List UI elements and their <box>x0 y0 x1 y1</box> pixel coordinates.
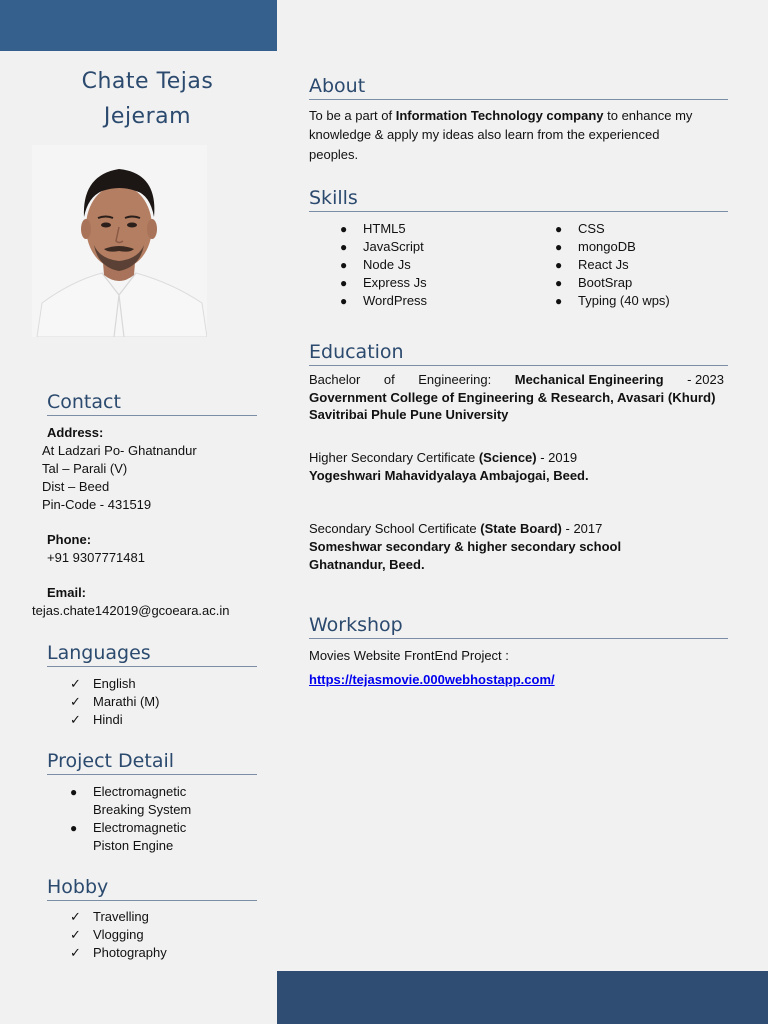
bullet-icon: ● <box>555 276 563 290</box>
email-address: tejas.chate142019@gcoeara.ac.in <box>32 603 230 618</box>
check-icon: ✓ <box>70 945 81 960</box>
skill-label: BootSrap <box>578 275 633 290</box>
profile-photo <box>32 145 207 337</box>
degree-word: of <box>383 372 395 387</box>
degree-word: Engineering: <box>418 372 492 387</box>
check-icon: ✓ <box>70 694 81 709</box>
about-post: to enhance my <box>603 108 693 123</box>
list-item <box>340 256 427 274</box>
skills-heading <box>309 186 728 212</box>
languages-heading <box>47 641 257 667</box>
hobby-label: Photography <box>93 945 167 960</box>
about-title: About <box>309 75 366 97</box>
contact-heading <box>47 390 257 416</box>
about-text-line: knowledge & apply my ideas also learn from the experienced <box>309 127 660 142</box>
bullet-icon: ● <box>70 785 78 799</box>
bullet-icon: ● <box>340 258 348 272</box>
list-item <box>340 292 427 310</box>
project-line: Electromagnetic <box>93 784 187 799</box>
college-name: Government College of Engineering & Research, Avasari (Khurd) <box>309 390 716 405</box>
bullet-icon: ● <box>340 222 348 236</box>
hobby-heading <box>47 875 257 901</box>
list-item <box>70 908 167 926</box>
list-item <box>340 238 427 256</box>
address-label: Address: <box>47 425 104 440</box>
degree-branch: Mechanical Engineering <box>514 372 664 387</box>
skill-label: CSS <box>578 221 605 236</box>
languages-title: Languages <box>47 642 151 664</box>
list-item <box>555 292 670 310</box>
bullet-icon: ● <box>555 258 563 272</box>
bullet-icon: ● <box>555 240 563 254</box>
languages-list <box>70 675 159 729</box>
ssc-year: - 2017 <box>561 521 603 536</box>
name-line1: Chate Tejas <box>81 69 214 94</box>
projects-heading <box>47 749 257 775</box>
ssc-school: Someshwar secondary & higher secondary school <box>309 539 622 554</box>
university-name: Savitribai Phule Pune University <box>309 407 509 422</box>
education-degree-line <box>309 371 724 389</box>
workshop-title: Workshop <box>309 614 403 636</box>
list-item <box>70 675 159 693</box>
address-line: Dist – Beed <box>42 479 110 494</box>
language-label: Marathi (M) <box>93 694 160 709</box>
project-line: Breaking System <box>93 802 192 817</box>
address-line: Tal – Parali (V) <box>42 461 128 476</box>
list-item <box>70 944 167 962</box>
hsc-line <box>309 449 724 467</box>
language-label: Hindi <box>93 712 123 727</box>
bullet-icon: ● <box>340 276 348 290</box>
education-heading <box>309 340 728 366</box>
workshop-project: Movies Website FrontEnd Project : <box>309 648 509 663</box>
list-item <box>555 220 670 238</box>
hsc-school: Yogeshwari Mahavidyalaya Ambajogai, Beed. <box>309 468 589 483</box>
list-item <box>70 819 191 855</box>
about-text-line <box>309 107 692 125</box>
skills-list-col1 <box>340 220 427 310</box>
degree-word: Bachelor <box>309 372 361 387</box>
about-heading <box>309 74 728 100</box>
hobby-title: Hobby <box>47 876 109 898</box>
project-line: Piston Engine <box>93 838 174 853</box>
hobby-list <box>70 908 167 962</box>
address-line: Pin-Code - 431519 <box>42 497 152 512</box>
workshop-heading <box>309 613 728 639</box>
ssc-label: Secondary School Certificate <box>309 521 481 536</box>
project-line: Electromagnetic <box>93 820 187 835</box>
list-item <box>340 274 427 292</box>
skills-list-col2 <box>555 220 670 310</box>
hsc-stream: (Science) <box>478 450 537 465</box>
list-item <box>70 926 167 944</box>
bullet-icon: ● <box>70 821 78 835</box>
list-item <box>70 711 159 729</box>
projects-title: Project Detail <box>47 750 175 772</box>
check-icon: ✓ <box>70 927 81 942</box>
education-title: Education <box>309 341 404 363</box>
header-bar <box>0 0 277 51</box>
skill-label: HTML5 <box>363 221 406 236</box>
degree-year: - 2023 <box>687 372 724 387</box>
list-item <box>70 783 191 819</box>
skill-label: Node Js <box>363 257 411 272</box>
hobby-label: Travelling <box>93 909 149 924</box>
list-item <box>555 256 670 274</box>
ssc-board: (State Board) <box>480 521 562 536</box>
about-text-line: peoples. <box>309 147 359 162</box>
phone-label: Phone: <box>47 532 92 547</box>
bullet-icon: ● <box>555 294 563 308</box>
language-label: English <box>93 676 136 691</box>
list-item <box>340 220 427 238</box>
phone-number: +91 9307771481 <box>47 550 145 565</box>
address-line: At Ladzari Po- Ghatnandur <box>42 443 197 458</box>
footer-bar <box>277 971 768 1024</box>
bullet-icon: ● <box>340 294 348 308</box>
check-icon: ✓ <box>70 909 81 924</box>
skills-title: Skills <box>309 187 358 209</box>
name-line2: Jejeram <box>103 104 192 129</box>
workshop-link[interactable]: https://tejasmovie.000webhostapp.com/ <box>309 672 555 687</box>
hobby-label: Vlogging <box>93 927 144 942</box>
profile-photo-image <box>32 145 207 337</box>
skill-label: mongoDB <box>578 239 636 254</box>
skill-label: Express Js <box>363 275 427 290</box>
contact-title: Contact <box>47 391 121 413</box>
ssc-school: Ghatnandur, Beed. <box>309 557 425 572</box>
check-icon: ✓ <box>70 712 81 727</box>
email-label: Email: <box>47 585 87 600</box>
check-icon: ✓ <box>70 676 81 691</box>
skill-label: WordPress <box>363 293 428 308</box>
bullet-icon: ● <box>555 222 563 236</box>
skill-label: JavaScript <box>363 239 424 254</box>
person-name <box>20 64 275 134</box>
bullet-icon: ● <box>340 240 348 254</box>
hsc-year: - 2019 <box>536 450 578 465</box>
projects-list <box>70 783 191 855</box>
hsc-label: Higher Secondary Certificate <box>309 450 479 465</box>
list-item <box>555 274 670 292</box>
list-item <box>70 693 159 711</box>
skill-label: Typing (40 wps) <box>578 293 670 308</box>
about-pre: To be a part of <box>309 108 396 123</box>
list-item <box>555 238 670 256</box>
about-bold: Information Technology company <box>395 108 604 123</box>
ssc-line <box>309 520 724 538</box>
skill-label: React Js <box>578 257 629 272</box>
